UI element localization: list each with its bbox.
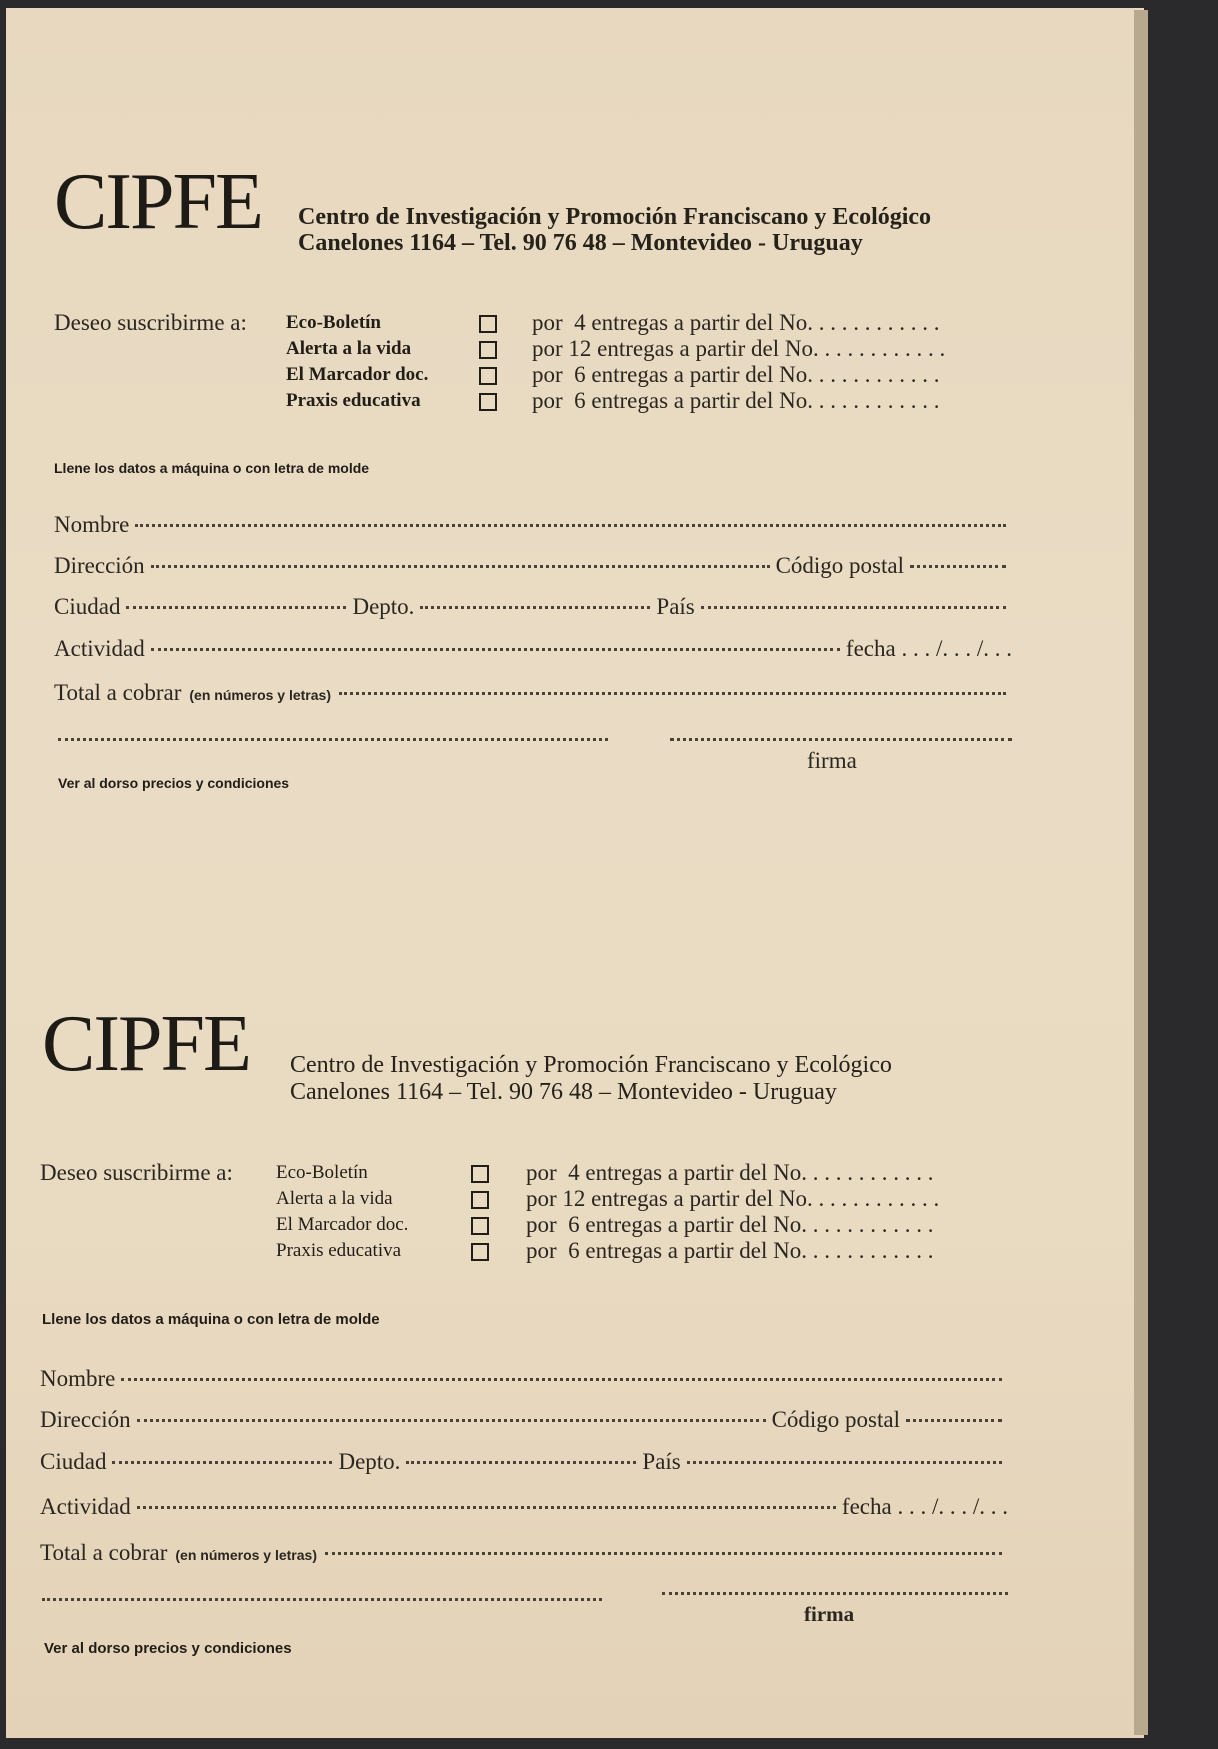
label-ciudad: Ciudad <box>54 594 121 619</box>
checkbox-eco-boletin[interactable] <box>471 1165 489 1183</box>
signature-label: firma <box>804 1602 855 1626</box>
footer-note: Ver al dorso precios y condiciones <box>44 1640 292 1657</box>
field-ciudad[interactable] <box>40 1449 1008 1479</box>
label-fecha: fecha . . . /. . . /. . . <box>841 1494 1008 1519</box>
cipfe-logo: CIPFE <box>42 1000 250 1088</box>
label-codigo-postal: Código postal <box>771 1407 900 1432</box>
label-codigo-postal: Código postal <box>775 553 904 578</box>
field-actividad[interactable] <box>40 1494 1008 1524</box>
organization-name: Centro de Investigación y Promoción Franciscano y Ecológico <box>298 204 932 230</box>
terms-praxis-educativa: por 6 entregas a partir del No. . . . . . . . . . . . <box>532 388 940 413</box>
field-direccion[interactable] <box>40 1407 1008 1437</box>
publication-praxis-educativa: Praxis educativa <box>276 1240 402 1261</box>
instructions: Llene los datos a máquina o con letra de molde <box>42 1311 380 1328</box>
label-nombre: Nombre <box>54 512 130 537</box>
publication-eco-boletin: Eco-Boletín <box>286 312 381 333</box>
terms-praxis-educativa: por 6 entregas a partir del No. . . . . . . . . . . . <box>526 1238 934 1263</box>
terms-alerta-a-la-vida: por 12 entregas a partir del No. . . . . . . . . . . . <box>532 336 946 361</box>
organization-address: Canelones 1164 – Tel. 90 76 48 – Montevideo - Uruguay <box>298 230 863 256</box>
field-total[interactable] <box>40 1540 1008 1570</box>
checkbox-alerta-a-la-vida[interactable] <box>471 1191 489 1209</box>
instructions: Llene los datos a máquina o con letra de molde <box>54 460 370 476</box>
printed-page <box>6 8 1144 1738</box>
cipfe-logo: CIPFE <box>54 158 262 246</box>
label-depto: Depto. <box>338 1449 401 1474</box>
publication-alerta-a-la-vida: Alerta a la vida <box>276 1188 393 1209</box>
label-direccion: Dirección <box>40 1407 131 1432</box>
label-total-note: (en números y letras) <box>189 687 331 703</box>
label-total: Total a cobrar <box>54 680 182 705</box>
subscription-form-2 <box>6 8 1144 1657</box>
publication-el-marcador: El Marcador doc. <box>286 364 429 385</box>
signature-line[interactable] <box>662 1592 1008 1595</box>
terms-eco-boletin: por 4 entregas a partir del No. . . . . . . . . . . . <box>532 310 940 335</box>
footer-note: Ver al dorso precios y condiciones <box>58 775 290 791</box>
publication-eco-boletin: Eco-Boletín <box>276 1162 368 1183</box>
terms-eco-boletin: por 4 entregas a partir del No. . . . . . . . . . . . <box>526 1160 934 1185</box>
checkbox-praxis-educativa[interactable] <box>471 1243 489 1261</box>
organization-address: Canelones 1164 – Tel. 90 76 48 – Montevideo - Uruguay <box>290 1079 837 1105</box>
label-total: Total a cobrar <box>40 1540 168 1565</box>
page-edge <box>1134 10 1148 1735</box>
publication-el-marcador: El Marcador doc. <box>276 1214 409 1235</box>
label-actividad: Actividad <box>40 1494 131 1519</box>
label-pais: País <box>656 594 695 619</box>
subscribe-label: Deseo suscribirme a: <box>40 1160 233 1185</box>
field-nombre[interactable] <box>40 1366 1008 1396</box>
publication-praxis-educativa: Praxis educativa <box>286 390 421 411</box>
signature-label: firma <box>807 748 857 773</box>
label-nombre: Nombre <box>40 1366 116 1391</box>
label-direccion: Dirección <box>54 553 145 578</box>
label-actividad: Actividad <box>54 636 145 661</box>
subscribe-label: Deseo suscribirme a: <box>54 310 247 335</box>
terms-alerta-a-la-vida: por 12 entregas a partir del No. . . . . . . . . . . . <box>526 1186 940 1211</box>
organization-name: Centro de Investigación y Promoción Franciscano y Ecológico <box>290 1052 892 1078</box>
label-pais: País <box>642 1449 681 1474</box>
label-ciudad: Ciudad <box>40 1449 107 1474</box>
label-depto: Depto. <box>352 594 415 619</box>
checkbox-el-marcador[interactable] <box>471 1217 489 1235</box>
dotted-line-left <box>42 1598 602 1601</box>
publication-alerta-a-la-vida: Alerta a la vida <box>286 338 412 359</box>
terms-el-marcador: por 6 entregas a partir del No. . . . . . . . . . . . <box>532 362 940 387</box>
label-fecha: fecha . . . /. . . /. . . <box>845 636 1012 661</box>
label-total-note: (en números y letras) <box>175 1547 317 1563</box>
terms-el-marcador: por 6 entregas a partir del No. . . . . . . . . . . . <box>526 1212 934 1237</box>
